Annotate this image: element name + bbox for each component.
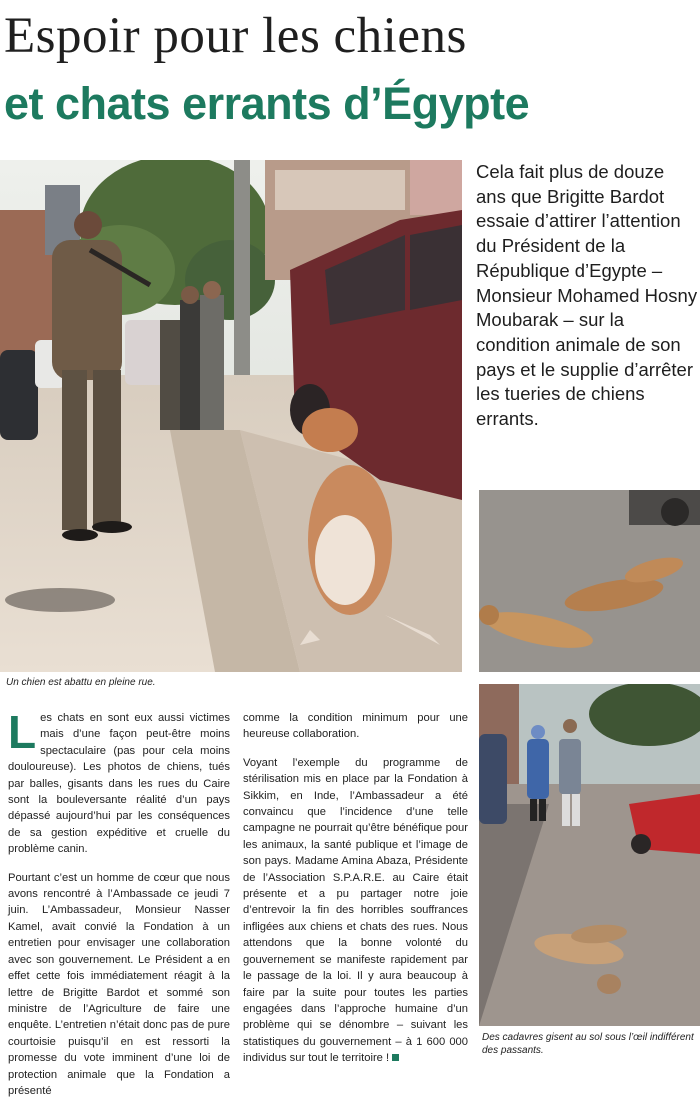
main-photo-caption: Un chien est abattu en pleine rue. (6, 677, 156, 688)
street-passersby-photo (479, 684, 700, 1026)
main-photo (0, 160, 462, 672)
paragraph-text: es chats en sont eux aussi victimes mais d’une façon peut-être moins spectaculaire (pas pour cela moins douloureuse). Les photos de chiens, tués par balles, gisants dans les rues du Caire sont la bouleversante réalité d’un pays dépassé aujourd’hui par les conséquences de sa gestion expéditive et cruelle du problème canin. (8, 712, 230, 856)
article-column-1 (8, 706, 230, 1111)
paragraph: comme la condition minimum pour une heureuse collaboration. (243, 712, 468, 741)
side-photos-caption: Des cadavres gisent au sol sous l’œil indifférent des passants. (482, 1032, 694, 1056)
drop-cap: L (8, 706, 37, 758)
headline-line-1: Espoir pour les chiens (4, 8, 467, 64)
end-mark-icon (392, 1054, 399, 1061)
article-column-2 (243, 710, 468, 1079)
paragraph: Pourtant c’est un homme de cœur que nous avons rencontré à l’Ambassade ce jeudi 7 juin. L’Ambassadeur, Monsieur Nasser Kamel, avait convié la Fondation à un entretien pour envisager une collaboration avec son gouvernement. Le Président a en effet cette fois immédiatement réagit à la lettre de Brigitte Bardot et sommé son ministre de l’Agriculture de faire une enquête. L’entretien n’était donc pas de pure courtoisie puisqu’il en est ressorti la promesse du vote imminent d’une loi de protection animale que la Fondation a présenté (8, 871, 230, 1097)
dead-dogs-photo (479, 490, 700, 672)
paragraph (8, 706, 230, 858)
headline-line-2: et chats errants d’Égypte (4, 78, 530, 129)
paragraph (243, 755, 468, 1067)
paragraph-text: Voyant l’exemple du programme de stérilisation mis en place par la Fondation à Sikkim, en Inde, l’Ambassadeur a été convaincu que l’incidence d’une telle campagne ne pourrait qu’être bénéfique pour les animaux, la santé publique et l’image de son pays. Madame Amina Abaza, Présidente de l’Association S.P.A.R.E. au Caire était présente et a pu partager notre joie d’entrevoir la fin des horribles souffrances infligées aux chiens et chats des rues. Nous attendons que la bonne volonté du gouvernement se manifeste rapidement par le passage de la loi. Il y aura beaucoup à faire par la suite pour toutes les parties engagées dans l’approche humaine d’un problème qui se dénombre – suivant les statistiques du gouvernement – à 1 600 000 individus sur tout le territoire ! (243, 756, 468, 1065)
intro-paragraph: Cela fait plus de douze ans que Brigitte Bardot essaie d’attirer l’attention du Président de la République d’Egypte – Monsieur Mohamed Hosny Moubarak – sur la condition animale de son pays et le supplie d’arrêter les tueries de chiens errants. (476, 161, 698, 430)
